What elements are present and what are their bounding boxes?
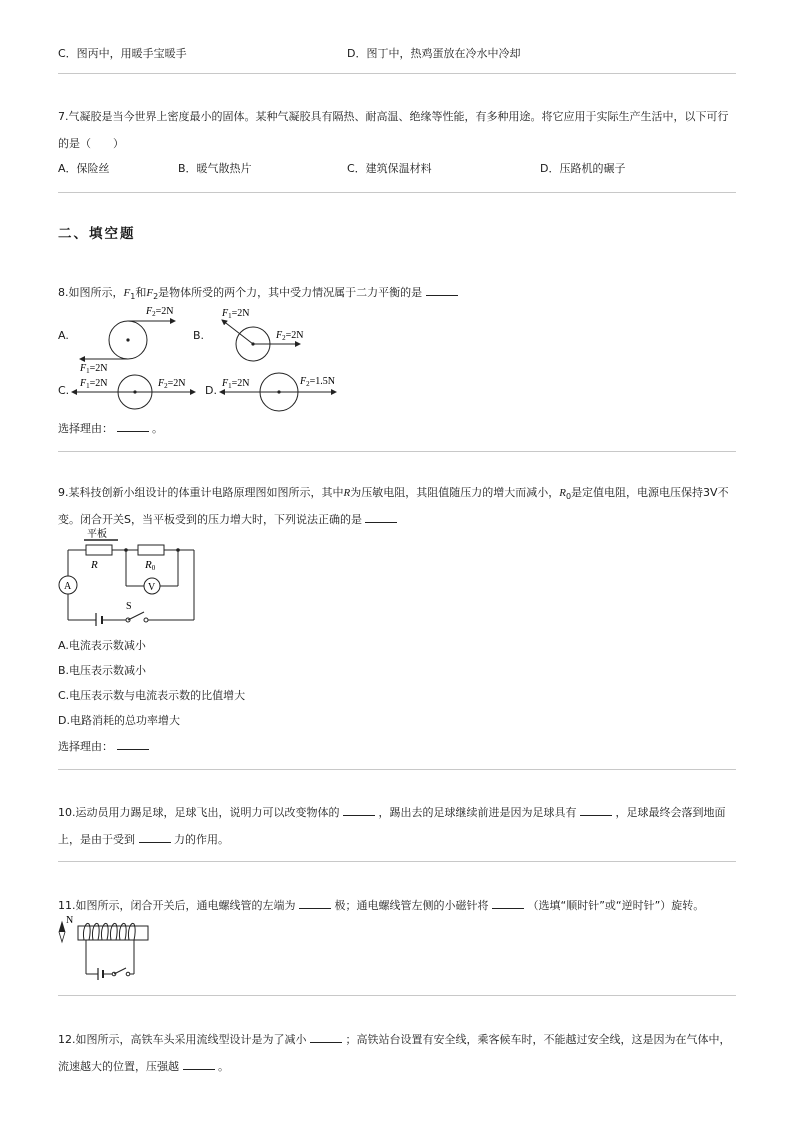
svg-text:F1=2N: $F_1=2N$ [80,363,108,375]
divider [58,769,736,770]
answer-blank[interactable] [365,512,397,523]
q9-stem-line2: 变。闭合开关S，当平板受到的压力增大时，下列说法正确的是 [58,511,397,527]
diagram-c [72,375,195,409]
svg-text:F1=2N: $F_1=2N$ [222,378,250,390]
q10-stem-line2: 上，是由于受到 力的作用。 [58,833,229,846]
divider [58,995,736,996]
q9-circuit-diagram [56,528,206,626]
q11-solenoid-diagram [56,912,156,984]
answer-blank[interactable] [580,805,612,816]
q8-force-diagrams [60,296,360,416]
diagram-a [79,306,175,375]
svg-text:平板: 平板 [87,529,107,540]
divider [58,73,736,74]
q6-option-c: C．图丙中，用暖手宝暖手 [58,47,187,60]
svg-text:R0: R0 [145,559,156,572]
divider [58,192,736,193]
q8-label-c: C. [58,384,70,397]
q8-label-a: A. [58,329,69,342]
svg-text:F1=2N: $F_1=2N$ [222,308,250,320]
q8-label-d: D. [205,384,217,397]
solenoid-core [78,926,148,940]
svg-text:F2=2N: $F_2=2N$ [146,306,174,318]
q12-stem-line1: 12.如图所示，高铁车头采用流线型设计是为了减小 ；高铁站台设置有安全线，乘客候车时，不能越过安全线，这是因为在气体中， [58,1033,731,1046]
q6-option-d: D．图丁中，热鸡蛋放在冷水中冷却 [347,47,521,60]
resistor-r0 [138,545,164,555]
diagram-b [221,308,303,361]
q7-option-a: A．保险丝 [58,162,110,175]
answer-blank[interactable] [299,898,331,909]
q9-option-c: C.电压表示数与电流表示数的比值增大 [58,689,246,702]
svg-text:A: A [64,581,72,592]
q7-stem-line2: 的是（ ） [58,137,124,150]
svg-text:F2=2N: $F_2=2N$ [276,330,304,342]
q9-option-b: B.电压表示数减小 [58,664,147,677]
q8-stem: 8.如图所示，$F_1$和$F_2$是物体所受的两个力，其中受力情况属于二力平衡的是 [58,284,458,301]
answer-blank[interactable] [117,739,149,750]
q7-option-d: D．压路机的碾子 [540,162,626,175]
answer-blank[interactable] [343,805,375,816]
answer-blank[interactable] [183,1059,215,1070]
svg-text:S: S [126,601,132,612]
section-title: 二、填空题 [58,226,136,242]
svg-text:R: R [91,559,98,571]
q7-stem-line1: 7.气凝胶是当今世界上密度最小的固体。某种气凝胶具有隔热、耐高温、绝缘等性能，有多种用途。将它应用于实际生产生活中，以下可行 [58,110,729,123]
q12-stem-line2: 流速越大的位置，压强越 。 [58,1060,229,1073]
answer-blank[interactable] [117,421,149,432]
resistor-r [86,545,112,555]
svg-text:F2=1.5N: $F_2=1.5N$ [300,376,335,388]
q9-stem-line1: 9.某科技创新小组设计的体重计电路原理图如图所示，其中R为压敏电阻，其阻值随压力的增大而减小，$R_0$是定值电阻，电源电压保持3V不 [58,486,729,502]
answer-blank[interactable] [139,832,171,843]
q11-stem: 11.如图所示，闭合开关后，通电螺线管的左端为 极；通电螺线管左侧的小磁针将 （选填“顺时针”或“逆时针”）旋转。 [58,899,705,912]
svg-text:N: N [66,915,74,926]
answer-blank[interactable] [492,898,524,909]
diagram-d [220,373,336,411]
compass-needle-icon [59,915,73,942]
svg-text:F2=2N: $F_2=2N$ [158,378,186,390]
q9-reason: 选择理由： [58,738,149,754]
q7-option-c: C．建筑保温材料 [347,162,432,175]
answer-blank[interactable] [426,285,458,296]
svg-text:V: V [148,582,156,593]
q8-reason: 选择理由： 。 [58,422,163,435]
q9-option-d: D.电路消耗的总功率增大 [58,714,180,727]
answer-blank[interactable] [310,1032,342,1043]
q8-label-b: B. [193,329,205,342]
divider [58,861,736,862]
q9-option-a: A.电流表示数减小 [58,639,146,652]
q10-stem-line1: 10.运动员用力踢足球，足球飞出，说明力可以改变物体的 ，踢出去的足球继续前进是因为足球具有 ，足球最终会落到地面 [58,806,726,819]
divider [58,451,736,452]
q7-option-b: B．暖气散热片 [178,162,252,175]
svg-text:F1=2N: $F_1=2N$ [80,378,108,390]
